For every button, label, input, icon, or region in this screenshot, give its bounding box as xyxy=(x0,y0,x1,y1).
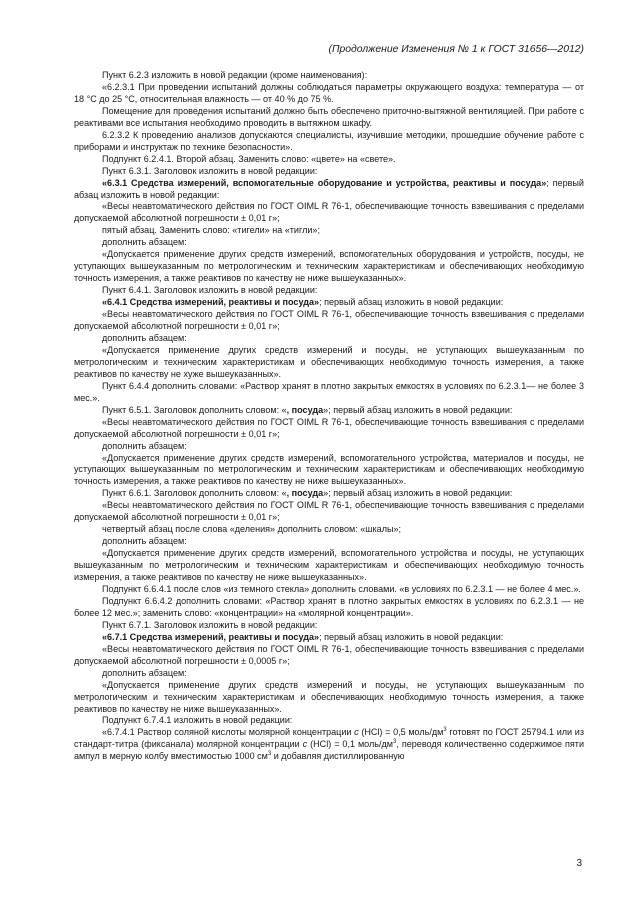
paragraph: дополнить абзацем: xyxy=(102,237,187,248)
paragraph: «6.2.3.1 При проведении испытаний должны соблюдаться параметры окружающего воздуха: температура — от 18 °С до 25 °С, относительная влажность — от 40 % до 75 %. xyxy=(74,81,584,104)
paragraph: «Допускается применение других средств измерений, вспомогательного устройства, материалов и посуды, не уступающих вышеуказанным по метрологическим и техническим характеристикам и обеспечивающих необходимую точность измерения, а также реактивов по качеству не ниже вышеуказанных». xyxy=(74,452,584,487)
paragraph: «Допускается применение других средств измерений и посуды, не уступающих вышеуказанным по метрологическим и техническим характеристикам и обеспечивающих необходимую точность измерения, а также реактивов по качеству не хуже вышеуказанных». xyxy=(74,344,584,379)
paragraph: пятый абзац. Заменить слово: «тигели» на «тигли»; xyxy=(102,225,320,236)
paragraph: Пункт 6.4.1. Заголовок изложить в новой редакции: xyxy=(102,285,318,296)
paragraph: Пункт 6.3.1. Заголовок изложить в новой редакции: xyxy=(102,165,318,176)
bold-heading: «6.3.1 Средства измерений, вспомогательные оборудование и устройства, реактивы и посуда» xyxy=(102,177,547,188)
paragraph: Помещение для проведения испытаний должно быть обеспечено приточно-вытяжной вентиляцией. При работе с реактивами все испытания необходимо проводить в вытяжном шкафу. xyxy=(74,105,584,128)
bold-word: , посуда xyxy=(286,404,324,415)
page-header: (Продолжение Изменения № 1 к ГОСТ 31656—2012) xyxy=(328,44,584,55)
paragraph: Пункт 6.5.1. Заголовок дополнить словом: «, посуда»; первый абзац изложить в новой редакции: xyxy=(102,404,513,415)
paragraph: «Весы неавтоматического действия по ГОСТ OIML R 76-1, обеспечивающие точность взвешивания с пределами допускаемой абсолютной погрешности ± 0,0005 г»; xyxy=(74,643,584,666)
paragraph: Подпункт 6.6.4.1 после слов «из темного стекла» дополнить словами. «в условиях по 6.2.3.1 — не более 4 мес.». xyxy=(102,583,581,594)
paragraph: Подпункт 6.2.4.1. Второй абзац. Заменить слово: «цвете» на «свете». xyxy=(102,153,396,164)
paragraph: «Весы неавтоматического действия по ГОСТ OIML R 76-1, обеспечивающие точность взвешивания с пределами допускаемой абсолютной погрешности ± 0,01 г»; xyxy=(74,309,584,332)
paragraph: Пункт 6.6.1. Заголовок дополнить словом: «, посуда»; первый абзац изложить в новой редакции: xyxy=(102,488,513,499)
bold-word: , посуда xyxy=(286,488,324,499)
bold-heading: «6.7.1 Средства измерений, реактивы и посуда» xyxy=(102,631,320,642)
paragraph: «Весы неавтоматического действия по ГОСТ OIML R 76-1, обеспечивающие точность взвешивания с пределами допускаемой абсолютной погрешности ± 0,01 г»; xyxy=(74,201,584,224)
paragraph: «6.3.1 Средства измерений, вспомогательные оборудование и устройства, реактивы и посуда»; первый абзац изложить в новой редакции: xyxy=(74,177,584,200)
paragraph-last: «6.7.4.1 Раствор соляной кислоты молярной концентрации c (HCl) = 0,5 моль/$дм^3$ готовят по ГОСТ 25794.1 или из стандарт-титра (фиксанала) молярной концентрации c (HCl) = 0,1 моль/$дм^3$, переводя количественно содержимое пяти ампул в мерную колбу вместимостью 1000 $см^3$ и добавляя дистиллированную xyxy=(74,727,585,762)
paragraph: Подпункт 6.7.4.1 изложить в новой редакции: xyxy=(102,715,293,726)
paragraph: «Допускается применение других средств измерений и посуды, не уступающих вышеуказанным по метрологическим и техническим характеристикам и обеспечивающих необходимую точность измерения, а также реактивов по качеству не ниже вышеуказанных». xyxy=(74,679,584,714)
paragraph: «Допускается применение других средств измерений, вспомогательных оборудования и устройств, посуды, не уступающих вышеуказанным по метрологическим и техническим характеристикам и обеспечивающих необходимую точность измерения, а также реактивов по качеству не ниже вышеуказанных». xyxy=(74,249,584,284)
page-number: 3 xyxy=(576,858,582,869)
paragraph: «Весы неавтоматического действия по ГОСТ OIML R 76-1, обеспечивающие точность взвешивания с пределами допускаемой абсолютной погрешности ± 0,01 г»; xyxy=(74,416,584,439)
paragraph: дополнить абзацем: xyxy=(102,667,187,678)
paragraph: Пункт 6.4.4 дополнить словами: «Раствор хранят в плотно закрытых емкостях в условиях по 6.2.3.1— не более 3 мес.». xyxy=(74,380,584,403)
paragraph: дополнить абзацем: xyxy=(102,536,187,547)
paragraph: дополнить абзацем: xyxy=(102,440,187,451)
paragraph: «6.7.1 Средства измерений, реактивы и посуда»; первый абзац изложить в новой редакции: xyxy=(102,631,504,642)
paragraph: Пункт 6.2.3 изложить в новой редакции (кроме наименования): xyxy=(102,70,368,80)
paragraph: Подпункт 6.6.4.2 дополнить словами: «Раствор хранят в плотно закрытых емкостях в условиях по 6.2.3.1 — не более 12 мес.»; заменить слово: «концентрации» на «молярной концентрации». xyxy=(74,595,584,618)
paragraph: «Допускается применение других средств измерений, вспомогательного устройства и посуды, не уступающих вышеуказанным по метрологическим и техническим характеристикам и обеспечивающих необходимую точность измерения, а также реактивов по качеству не ниже вышеуказанных». xyxy=(74,548,584,583)
paragraph: «6.4.1 Средства измерений, реактивы и посуда»; первый абзац изложить в новой редакции: xyxy=(102,297,504,308)
document-body xyxy=(74,70,584,763)
paragraph: четвертый абзац после слова «деления» дополнить словом: «шкалы»; xyxy=(102,524,402,535)
bold-heading: «6.4.1 Средства измерений, реактивы и посуда» xyxy=(102,297,320,308)
paragraph: Пункт 6.7.1. Заголовок изложить в новой редакции: xyxy=(102,619,318,630)
paragraph: «Весы неавтоматического действия по ГОСТ OIML R 76-1, обеспечивающие точность взвешивания с пределами допускаемой абсолютной погрешности ± 0,01 г»; xyxy=(74,500,584,523)
paragraph: дополнить абзацем: xyxy=(102,332,187,343)
paragraph: 6.2.3.2 К проведению анализов допускаются специалисты, изучившие методики, прошедшие обучение работе с приборами и инструктаж по технике безопасности». xyxy=(74,129,584,152)
